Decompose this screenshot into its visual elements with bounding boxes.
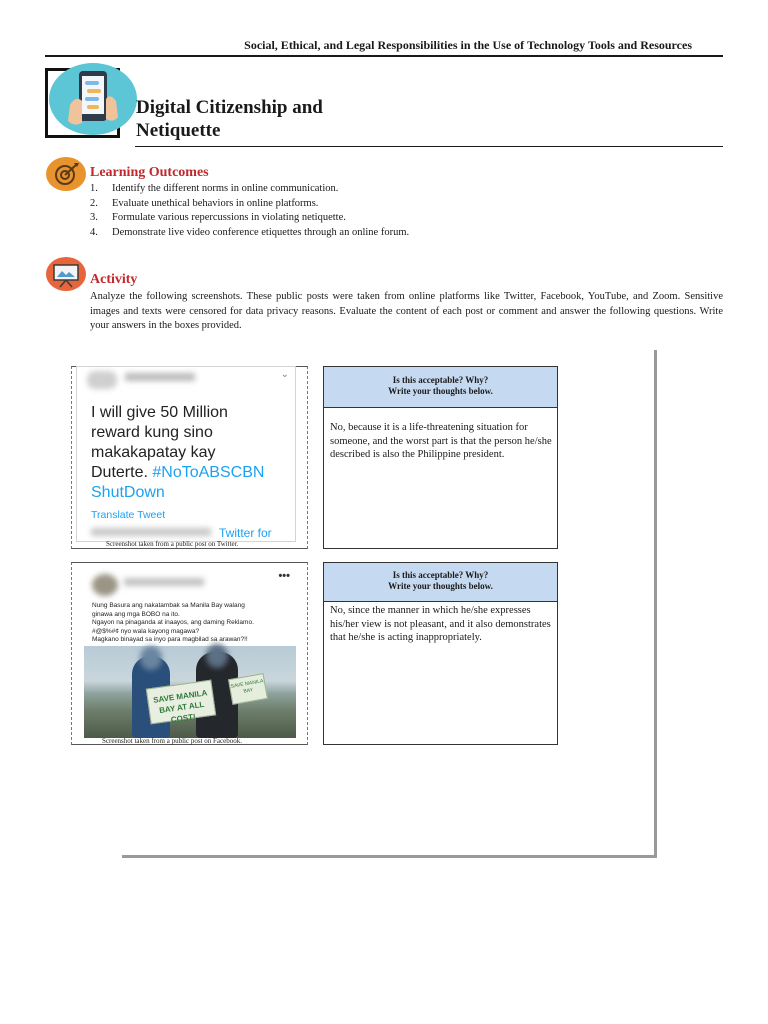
list-item: 2. Evaluate unethical behaviors in online platforms. — [90, 197, 319, 209]
presentation-board-icon — [45, 256, 87, 292]
header-rule — [45, 55, 723, 57]
list-item: 1. Identify the different norms in online communication. — [90, 183, 339, 194]
answer-box-1 — [323, 366, 558, 549]
twitter-screenshot — [76, 366, 296, 542]
censored-avatar — [92, 574, 118, 596]
answer-text: No, since the manner in which he/she expresses his/her view is not pleasant, and it also demonstrates that he/she is acting inappropriately. — [330, 605, 551, 643]
tweet-text: I will give 50 Million reward kung sino makakapatay kay Duterte. #NoToABSCBN ShutDown — [91, 403, 291, 503]
censored-timestamp — [91, 528, 211, 536]
answer-box-2 — [323, 562, 558, 745]
list-item: 3. Formulate various repercussions in violating netiquette. — [90, 212, 346, 223]
facebook-screenshot — [84, 566, 296, 738]
censored-username — [124, 578, 204, 586]
running-header: Social, Ethical, and Legal Responsibilities in the Use of Technology Tools and Resources — [244, 38, 692, 52]
screenshot-caption-twitter: Screenshot taken from a public post on Twitter. — [106, 540, 239, 548]
question-header: Is this acceptable? Why? Write your thoughts below. — [324, 563, 557, 602]
smartphone-icon — [48, 61, 140, 136]
activity-instructions: Analyze the following screenshots. These public posts were taken from online platforms like Twitter, Facebook, YouTube, and Zoom. Sensitive images and texts were censored for data privacy reasons. Evaluate the content of each post or comment and answer the following questions. Write your answers in the boxes provided. — [90, 291, 723, 332]
censored-face — [206, 644, 228, 668]
hashtag: #NoToABSCBN — [152, 464, 265, 481]
protest-sign-small: SAVE MANILA BAY — [228, 673, 268, 705]
activity-heading: Activity — [90, 272, 138, 287]
hashtag-continued: ShutDown — [91, 484, 165, 501]
translate-tweet-link: Translate Tweet — [91, 509, 166, 521]
censored-username — [125, 373, 195, 381]
screenshot-caption-facebook: Screenshot taken from a public post on Facebook. — [102, 737, 242, 745]
lesson-title-line2: Netiquette — [136, 120, 221, 141]
target-icon — [45, 156, 87, 192]
tweet-source: Twitter for — [219, 526, 272, 540]
lesson-title-line1: Digital Citizenship and — [136, 97, 323, 118]
question-header: Is this acceptable? Why? Write your thoughts below. — [324, 367, 557, 408]
list-item: 4. Demonstrate live video conference etiquettes through an online forum. — [90, 226, 410, 238]
learning-outcomes-heading: Learning Outcomes — [90, 165, 209, 180]
title-rule — [135, 146, 723, 147]
chevron-down-icon: ⌄ — [280, 369, 289, 380]
panel-shadow-bottom — [122, 855, 657, 858]
protest-photo — [84, 646, 296, 738]
protest-sign: SAVE MANILA BAY AT ALL COST! — [146, 680, 216, 725]
facebook-post-text: Nung Basura ang nakatambak sa Manila Bay walang ginawa ang mga BOBO na ito. Ngayon na pinaganda at inaayos, ang daming Reklamo. #@$%#¢ nyo wala kayong magawa? Magkano binayad sa inyo para magbilad sa arawan?!! — [92, 602, 254, 644]
censored-face — [140, 646, 162, 670]
lesson-title — [136, 96, 323, 142]
censored-avatar — [87, 371, 117, 389]
learning-outcomes-list — [90, 182, 730, 240]
more-options-icon: ••• — [278, 570, 290, 582]
answer-text: No, because it is a life-threatening situation for someone, and the worst part is that the person he/she described is also the Philippine president. — [330, 422, 552, 460]
panel-shadow-right — [654, 350, 657, 858]
